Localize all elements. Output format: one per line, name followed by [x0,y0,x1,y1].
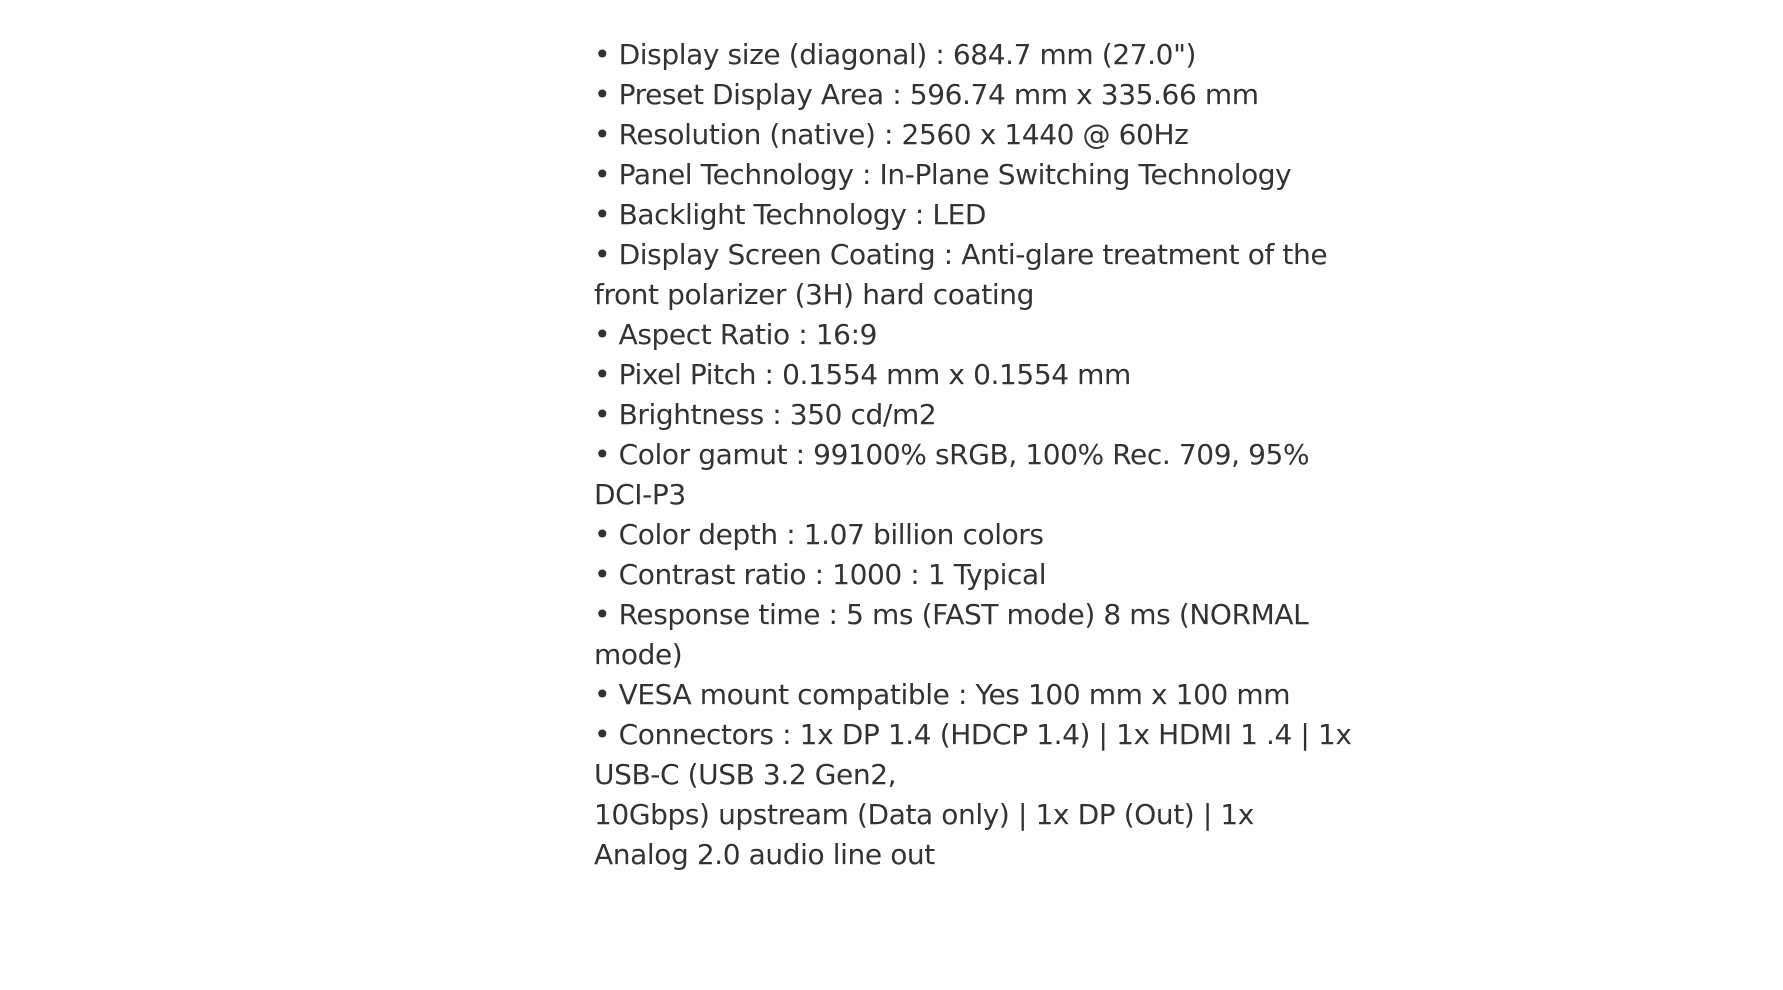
spec-response-time: • Response time : 5 ms (FAST mode) 8 ms (NORMAL [594,598,1309,631]
spec-preset-display-area: • Preset Display Area : 596.74 mm x 335.66 mm [594,78,1259,111]
spec-connectors: • Connectors : 1x DP 1.4 (HDCP 1.4) | 1x HDMI 1 .4 | 1x [594,718,1352,751]
spec-color-depth: • Color depth : 1.07 billion colors [594,518,1044,551]
spec-connectors-continued-2: 10Gbps) upstream (Data only) | 1x DP (Out) | 1x [594,798,1254,831]
spec-resolution: • Resolution (native) : 2560 x 1440 @ 60Hz [594,118,1189,151]
spec-backlight-technology: • Backlight Technology : LED [594,198,987,231]
spec-panel-technology: • Panel Technology : In-Plane Switching Technology [594,158,1292,191]
spec-screen-coating: • Display Screen Coating : Anti-glare treatment of the [594,238,1328,271]
spec-connectors-continued-3: Analog 2.0 audio line out [594,838,935,871]
spec-vesa-mount: • VESA mount compatible : Yes 100 mm x 100 mm [594,678,1291,711]
spec-display-size: • Display size (diagonal) : 684.7 mm (27.0") [594,38,1197,71]
spec-response-time-continued: mode) [594,638,683,671]
spec-color-gamut: • Color gamut : 99100% sRGB, 100% Rec. 709, 95% [594,438,1310,471]
spec-brightness: • Brightness : 350 cd/m2 [594,398,937,431]
spec-list [594,35,1352,875]
spec-aspect-ratio: • Aspect Ratio : 16:9 [594,318,878,351]
spec-screen-coating-continued: front polarizer (3H) hard coating [594,278,1034,311]
spec-contrast-ratio: • Contrast ratio : 1000 : 1 Typical [594,558,1047,591]
spec-color-gamut-continued: DCI-P3 [594,478,686,511]
spec-connectors-continued-1: USB-C (USB 3.2 Gen2, [594,758,897,791]
spec-pixel-pitch: • Pixel Pitch : 0.1554 mm x 0.1554 mm [594,358,1131,391]
